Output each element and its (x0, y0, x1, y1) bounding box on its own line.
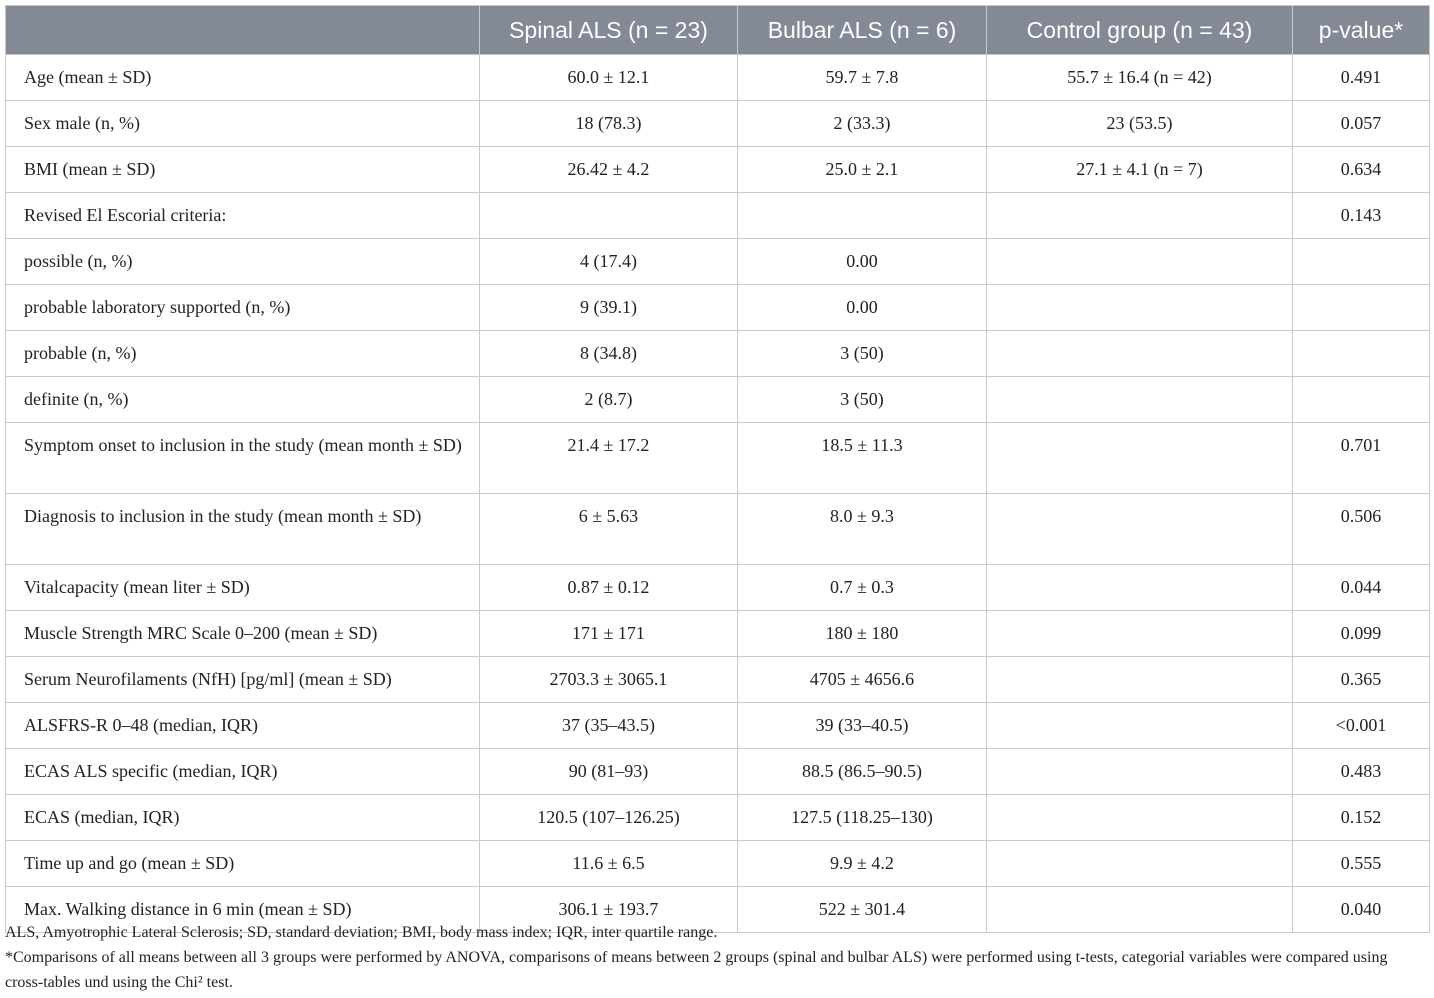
row-label: possible (n, %) (6, 239, 480, 285)
cell-p-value: 0.506 (1293, 494, 1430, 565)
cell-spinal: 37 (35–43.5) (480, 703, 738, 749)
row-label: Muscle Strength MRC Scale 0–200 (mean ± SD) (6, 611, 480, 657)
cell-control (987, 611, 1293, 657)
cell-control (987, 703, 1293, 749)
cell-bulbar: 88.5 (86.5–90.5) (738, 749, 987, 795)
cell-spinal: 90 (81–93) (480, 749, 738, 795)
table-row (6, 841, 1430, 887)
table-row (6, 101, 1430, 147)
cell-p-value: 0.491 (1293, 55, 1430, 101)
cell-p-value: 0.701 (1293, 423, 1430, 494)
table-row (6, 611, 1430, 657)
cell-bulbar: 3 (50) (738, 331, 987, 377)
row-label: ECAS ALS specific (median, IQR) (6, 749, 480, 795)
cell-spinal: 120.5 (107–126.25) (480, 795, 738, 841)
cell-bulbar: 3 (50) (738, 377, 987, 423)
row-label: ALSFRS-R 0–48 (median, IQR) (6, 703, 480, 749)
row-label: Time up and go (mean ± SD) (6, 841, 480, 887)
table-row (6, 377, 1430, 423)
table-row (6, 565, 1430, 611)
cell-spinal: 2703.3 ± 3065.1 (480, 657, 738, 703)
cell-bulbar: 59.7 ± 7.8 (738, 55, 987, 101)
row-label: probable (n, %) (6, 331, 480, 377)
cell-spinal: 60.0 ± 12.1 (480, 55, 738, 101)
cell-bulbar: 0.7 ± 0.3 (738, 565, 987, 611)
cell-bulbar: 127.5 (118.25–130) (738, 795, 987, 841)
cell-spinal: 6 ± 5.63 (480, 494, 738, 565)
cell-control (987, 795, 1293, 841)
row-label: Revised El Escorial criteria: (6, 193, 480, 239)
cell-control (987, 749, 1293, 795)
cell-control (987, 377, 1293, 423)
header-variable (6, 6, 480, 55)
cell-bulbar: 8.0 ± 9.3 (738, 494, 987, 565)
header-control-group: Control group (n = 43) (987, 6, 1293, 55)
header-p-value: p-value* (1293, 6, 1430, 55)
table-row (6, 657, 1430, 703)
table-row (6, 285, 1430, 331)
cell-spinal (480, 193, 738, 239)
cell-bulbar: 25.0 ± 2.1 (738, 147, 987, 193)
cell-p-value: 0.152 (1293, 795, 1430, 841)
row-label: Diagnosis to inclusion in the study (mean month ± SD) (6, 494, 480, 565)
abbreviations-footnote: ALS, Amyotrophic Lateral Sclerosis; SD, standard deviation; BMI, body mass index; IQR, inter quartile range. (5, 924, 718, 941)
table-row (6, 795, 1430, 841)
row-label: Age (mean ± SD) (6, 55, 480, 101)
cell-p-value: 0.365 (1293, 657, 1430, 703)
cell-p-value: 0.634 (1293, 147, 1430, 193)
cell-p-value: 0.044 (1293, 565, 1430, 611)
row-label: Serum Neurofilaments (NfH) [pg/ml] (mean ± SD) (6, 657, 480, 703)
cell-spinal: 2 (8.7) (480, 377, 738, 423)
cell-control (987, 423, 1293, 494)
row-label: BMI (mean ± SD) (6, 147, 480, 193)
header-bulbar-als: Bulbar ALS (n = 6) (738, 6, 987, 55)
cell-p-value: 0.040 (1293, 887, 1430, 933)
cell-spinal: 21.4 ± 17.2 (480, 423, 738, 494)
cell-control: 27.1 ± 4.1 (n = 7) (987, 147, 1293, 193)
cell-spinal: 171 ± 171 (480, 611, 738, 657)
cell-spinal: 11.6 ± 6.5 (480, 841, 738, 887)
cell-spinal: 9 (39.1) (480, 285, 738, 331)
cell-control (987, 331, 1293, 377)
cell-control (987, 657, 1293, 703)
cell-p-value: 0.057 (1293, 101, 1430, 147)
table-container (5, 5, 1429, 933)
table-row (6, 55, 1430, 101)
cell-p-value: <0.001 (1293, 703, 1430, 749)
cell-spinal: 8 (34.8) (480, 331, 738, 377)
table-footnotes (5, 920, 1429, 995)
row-label: Max. Walking distance in 6 min (mean ± SD) (6, 887, 480, 933)
cell-bulbar: 0.00 (738, 285, 987, 331)
cell-bulbar: 4705 ± 4656.6 (738, 657, 987, 703)
cell-bulbar: 522 ± 301.4 (738, 887, 987, 933)
cell-control: 55.7 ± 16.4 (n = 42) (987, 55, 1293, 101)
als-characteristics-table (5, 5, 1430, 933)
table-row (6, 749, 1430, 795)
cell-spinal: 0.87 ± 0.12 (480, 565, 738, 611)
row-label: ECAS (median, IQR) (6, 795, 480, 841)
header-spinal-als: Spinal ALS (n = 23) (480, 6, 738, 55)
cell-p-value (1293, 331, 1430, 377)
cell-spinal: 26.42 ± 4.2 (480, 147, 738, 193)
cell-bulbar: 39 (33–40.5) (738, 703, 987, 749)
cell-p-value: 0.483 (1293, 749, 1430, 795)
cell-control (987, 285, 1293, 331)
table-row (6, 331, 1430, 377)
row-label: probable laboratory supported (n, %) (6, 285, 480, 331)
table-row (6, 193, 1430, 239)
row-label: definite (n, %) (6, 377, 480, 423)
cell-bulbar: 18.5 ± 11.3 (738, 423, 987, 494)
cell-spinal: 306.1 ± 193.7 (480, 887, 738, 933)
cell-bulbar: 180 ± 180 (738, 611, 987, 657)
cell-control (987, 841, 1293, 887)
cell-p-value: 0.555 (1293, 841, 1430, 887)
cell-control: 23 (53.5) (987, 101, 1293, 147)
table-row (6, 423, 1430, 494)
cell-control (987, 239, 1293, 285)
table-row (6, 147, 1430, 193)
cell-bulbar: 0.00 (738, 239, 987, 285)
cell-bulbar: 9.9 ± 4.2 (738, 841, 987, 887)
cell-p-value (1293, 377, 1430, 423)
table-row (6, 239, 1430, 285)
cell-p-value: 0.099 (1293, 611, 1430, 657)
cell-bulbar (738, 193, 987, 239)
cell-control (987, 494, 1293, 565)
table-row (6, 703, 1430, 749)
statistics-footnote: *Comparisons of all means between all 3 groups were performed by ANOVA, comparisons of means between 2 groups (spinal and bulbar ALS) were performed using t-tests, categorial variables were compared using cross-tables und using the Chi² test. (5, 949, 1388, 991)
row-label: Sex male (n, %) (6, 101, 480, 147)
cell-p-value (1293, 239, 1430, 285)
cell-bulbar: 2 (33.3) (738, 101, 987, 147)
row-label: Symptom onset to inclusion in the study (mean month ± SD) (6, 423, 480, 494)
cell-control (987, 565, 1293, 611)
cell-control (987, 193, 1293, 239)
cell-p-value: 0.143 (1293, 193, 1430, 239)
row-label: Vitalcapacity (mean liter ± SD) (6, 565, 480, 611)
cell-p-value (1293, 285, 1430, 331)
table-header-row (6, 6, 1430, 55)
cell-spinal: 4 (17.4) (480, 239, 738, 285)
cell-spinal: 18 (78.3) (480, 101, 738, 147)
table-row (6, 494, 1430, 565)
